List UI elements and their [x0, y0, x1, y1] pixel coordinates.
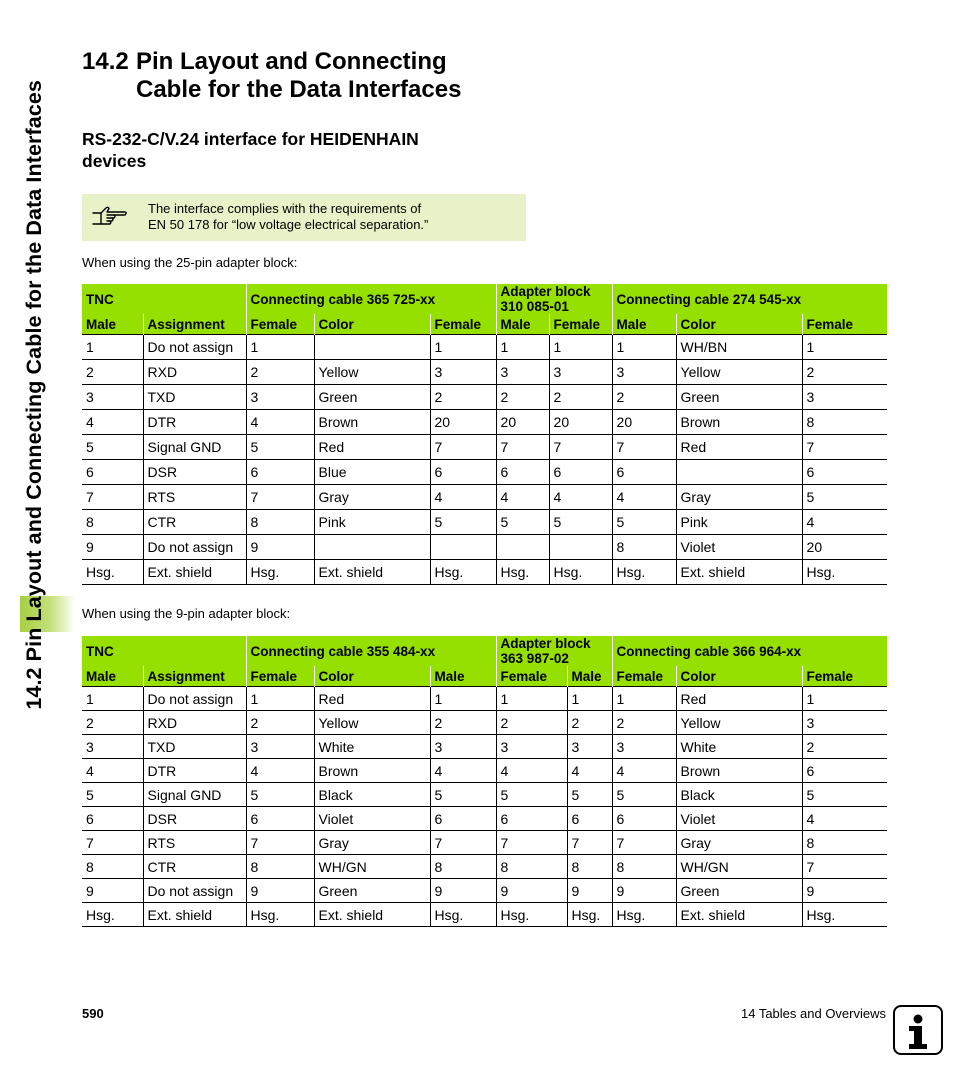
table-row — [82, 687, 887, 711]
table-cell: 5 — [430, 783, 496, 807]
table-cell: 6 — [496, 460, 549, 485]
table-cell: Hsg. — [430, 903, 496, 927]
table-row — [82, 360, 887, 385]
table-cell: RXD — [143, 360, 246, 385]
column-header: Female — [612, 666, 676, 687]
table-cell: WH/GN — [314, 855, 430, 879]
table-cell: 9 — [246, 879, 314, 903]
table-cell: 3 — [246, 735, 314, 759]
table-cell: 7 — [246, 485, 314, 510]
table-cell: 2 — [612, 385, 676, 410]
table-cell: Red — [314, 435, 430, 460]
table-cell: 1 — [82, 687, 143, 711]
table-cell: 9 — [802, 879, 887, 903]
table-cell: 7 — [82, 831, 143, 855]
table-cell: 7 — [496, 435, 549, 460]
table-cell: 20 — [549, 410, 612, 435]
table-cell: 7 — [612, 831, 676, 855]
table-cell: DTR — [143, 410, 246, 435]
table-cell — [676, 460, 802, 485]
table-cell: 4 — [802, 807, 887, 831]
column-header: Assignment — [143, 314, 246, 335]
table-cell: 2 — [430, 711, 496, 735]
table-row — [82, 435, 887, 460]
table-row — [82, 535, 887, 560]
table-cell: 1 — [802, 335, 887, 360]
table-cell: 6 — [612, 807, 676, 831]
table-cell: 8 — [496, 855, 567, 879]
table-cell: 6 — [496, 807, 567, 831]
table-cell: 7 — [82, 485, 143, 510]
table-cell: 1 — [496, 687, 567, 711]
table-cell: Hsg. — [246, 560, 314, 585]
table-cell: 9 — [246, 535, 314, 560]
column-header: Color — [314, 666, 430, 687]
group-cable-a: Connecting cable 365 725-xx — [246, 284, 496, 314]
table-cell: 2 — [82, 711, 143, 735]
table-row — [82, 711, 887, 735]
table-cell: Ext. shield — [314, 903, 430, 927]
group-cable-b: Connecting cable 366 964-xx — [612, 636, 887, 666]
table-row — [82, 855, 887, 879]
table-cell: 6 — [802, 460, 887, 485]
table-cell: Gray — [676, 831, 802, 855]
table-cell: 7 — [246, 831, 314, 855]
table-cell: 4 — [549, 485, 612, 510]
table-cell: Violet — [676, 807, 802, 831]
table-cell: Hsg. — [612, 560, 676, 585]
table-cell: Pink — [676, 510, 802, 535]
section-title-line1: Pin Layout and Connecting — [136, 48, 447, 75]
table-cell: 5 — [246, 435, 314, 460]
table-cell: 20 — [430, 410, 496, 435]
chapter-name: 14 Tables and Overviews — [740, 1006, 886, 1021]
table-cell: 6 — [430, 807, 496, 831]
side-chapter-title-text: 14.2 Pin Layout and Connecting Cable for the Data Interfaces — [21, 80, 46, 710]
table-cell: 7 — [496, 831, 567, 855]
table-row — [82, 485, 887, 510]
table-cell: 4 — [612, 759, 676, 783]
table-cell: 2 — [246, 360, 314, 385]
column-header: Assignment — [143, 666, 246, 687]
group-tnc: TNC — [82, 636, 246, 666]
table-cell: 6 — [567, 807, 612, 831]
column-header: Female — [802, 314, 887, 335]
table-cell: 3 — [430, 735, 496, 759]
table-cell: 8 — [567, 855, 612, 879]
table-cell: Gray — [314, 485, 430, 510]
table-cell: 8 — [246, 510, 314, 535]
table-cell: 9 — [430, 879, 496, 903]
table-cell: Gray — [676, 485, 802, 510]
table-cell: Ext. shield — [314, 560, 430, 585]
table-cell: TXD — [143, 385, 246, 410]
table-cell: 6 — [82, 807, 143, 831]
section-heading — [82, 48, 461, 104]
table-cell: 20 — [802, 535, 887, 560]
table-cell: Pink — [314, 510, 430, 535]
table-cell: 1 — [246, 687, 314, 711]
column-header: Female — [430, 314, 496, 335]
table-cell: 2 — [430, 385, 496, 410]
table-cell: 1 — [246, 335, 314, 360]
table-cell: Do not assign — [143, 687, 246, 711]
table-cell: 9 — [82, 535, 143, 560]
table-cell: Yellow — [314, 711, 430, 735]
table-cell: 1 — [549, 335, 612, 360]
table-cell: Hsg. — [82, 903, 143, 927]
table-row — [82, 410, 887, 435]
table-cell: Red — [676, 435, 802, 460]
table-cell: Hsg. — [496, 560, 549, 585]
group-adapter-block: Adapter block 363 987-02 — [496, 636, 612, 666]
table-cell: Green — [676, 879, 802, 903]
table-cell — [314, 335, 430, 360]
table-cell: 1 — [612, 687, 676, 711]
table-cell: 5 — [612, 783, 676, 807]
table-cell: 1 — [567, 687, 612, 711]
table-cell: 3 — [612, 360, 676, 385]
table-row — [82, 807, 887, 831]
table-cell: Brown — [676, 759, 802, 783]
group-adapter-block: Adapter block 310 085-01 — [496, 284, 612, 314]
table-cell: 4 — [430, 759, 496, 783]
group-tnc: TNC — [82, 284, 246, 314]
table-cell: 4 — [82, 410, 143, 435]
table-cell: 3 — [246, 385, 314, 410]
table-cell: 20 — [612, 410, 676, 435]
table-cell: 3 — [612, 735, 676, 759]
table-cell: Hsg. — [82, 560, 143, 585]
table-row — [82, 460, 887, 485]
table-cell: 8 — [802, 410, 887, 435]
table-cell: Brown — [314, 410, 430, 435]
table-cell: 1 — [802, 687, 887, 711]
table-cell: 6 — [82, 460, 143, 485]
table-cell: 1 — [430, 687, 496, 711]
table-cell: 7 — [612, 435, 676, 460]
table-row — [82, 385, 887, 410]
table1-body — [82, 335, 887, 585]
table-cell: Ext. shield — [676, 560, 802, 585]
note-line1: The interface complies with the requirements of — [148, 201, 422, 216]
table-cell: 5 — [612, 510, 676, 535]
table-cell: 3 — [802, 385, 887, 410]
table-cell: 6 — [802, 759, 887, 783]
table-row — [82, 903, 887, 927]
note-box — [82, 194, 526, 241]
table-cell — [549, 535, 612, 560]
table-cell: 3 — [567, 735, 612, 759]
table-cell: 1 — [82, 335, 143, 360]
table-cell: 5 — [567, 783, 612, 807]
table-cell: 4 — [496, 759, 567, 783]
table-row — [82, 783, 887, 807]
table-cell: Blue — [314, 460, 430, 485]
table-cell: 2 — [567, 711, 612, 735]
table-cell: 8 — [802, 831, 887, 855]
table2-caption: When using the 9-pin adapter block: — [82, 606, 291, 621]
table-cell: Hsg. — [567, 903, 612, 927]
pin-table-9pin — [82, 636, 887, 927]
table-cell: Brown — [676, 410, 802, 435]
column-header: Female — [246, 314, 314, 335]
page-number: 590 — [82, 1006, 104, 1021]
table-cell: 8 — [612, 535, 676, 560]
table-cell: 5 — [82, 435, 143, 460]
section-title-line2: Cable for the Data Interfaces — [136, 76, 462, 103]
table-cell: 4 — [246, 410, 314, 435]
table-cell: Brown — [314, 759, 430, 783]
table-cell: 5 — [496, 510, 549, 535]
column-header: Color — [314, 314, 430, 335]
table-cell: 9 — [612, 879, 676, 903]
column-header: Male — [82, 666, 143, 687]
column-header: Female — [802, 666, 887, 687]
table-cell: 7 — [549, 435, 612, 460]
table-cell — [496, 535, 549, 560]
table-cell: Green — [314, 879, 430, 903]
side-chapter-title — [14, 50, 54, 740]
table-cell — [314, 535, 430, 560]
table-cell: Ext. shield — [676, 903, 802, 927]
table-cell: 5 — [802, 485, 887, 510]
table-cell: White — [676, 735, 802, 759]
table-row — [82, 735, 887, 759]
table-cell: Signal GND — [143, 783, 246, 807]
note-line2: EN 50 178 for “low voltage electrical separation.” — [148, 217, 429, 232]
table-cell: Violet — [676, 535, 802, 560]
column-header: Female — [549, 314, 612, 335]
group-cable-b: Connecting cable 274 545-xx — [612, 284, 887, 314]
table-cell: Hsg. — [612, 903, 676, 927]
table-row — [82, 510, 887, 535]
column-header: Male — [612, 314, 676, 335]
table-row — [82, 560, 887, 585]
table-cell: 3 — [82, 385, 143, 410]
table-cell: 5 — [246, 783, 314, 807]
table-cell: Do not assign — [143, 335, 246, 360]
table-cell: 1 — [496, 335, 549, 360]
column-header: Color — [676, 314, 802, 335]
table-cell: Hsg. — [496, 903, 567, 927]
table-cell: 4 — [82, 759, 143, 783]
table-cell: 3 — [430, 360, 496, 385]
table-cell: DSR — [143, 460, 246, 485]
table-cell: 3 — [82, 735, 143, 759]
table-cell: Ext. shield — [143, 903, 246, 927]
table-cell: Ext. shield — [143, 560, 246, 585]
section-number: 14.2 — [82, 48, 129, 75]
table-cell: 9 — [82, 879, 143, 903]
table-cell: 8 — [246, 855, 314, 879]
table-cell: CTR — [143, 855, 246, 879]
table-cell: 6 — [246, 807, 314, 831]
table-cell: 2 — [549, 385, 612, 410]
table-cell: Green — [676, 385, 802, 410]
table-cell: Red — [314, 687, 430, 711]
column-header: Male — [82, 314, 143, 335]
table-cell: 9 — [496, 879, 567, 903]
table-cell: 8 — [430, 855, 496, 879]
table-cell: Black — [314, 783, 430, 807]
table-cell: Signal GND — [143, 435, 246, 460]
table2-body — [82, 687, 887, 927]
table-cell: DTR — [143, 759, 246, 783]
table-row — [82, 879, 887, 903]
table-cell: Yellow — [676, 711, 802, 735]
column-header: Male — [496, 314, 549, 335]
table-row — [82, 335, 887, 360]
table-cell: Red — [676, 687, 802, 711]
table-cell: 2 — [612, 711, 676, 735]
table-row — [82, 759, 887, 783]
table-cell: 7 — [430, 831, 496, 855]
table-cell: Black — [676, 783, 802, 807]
table-cell: 6 — [246, 460, 314, 485]
subsection-heading: RS-232-C/V.24 interface for HEIDENHAIN devices — [82, 129, 419, 171]
table-cell: Hsg. — [802, 560, 887, 585]
column-header: Female — [496, 666, 567, 687]
table-cell: CTR — [143, 510, 246, 535]
table-cell: 7 — [802, 435, 887, 460]
table-cell: 2 — [496, 711, 567, 735]
table-cell: 2 — [246, 711, 314, 735]
table-cell: 3 — [802, 711, 887, 735]
table-cell: 5 — [496, 783, 567, 807]
table-cell: 4 — [612, 485, 676, 510]
table-cell: 1 — [612, 335, 676, 360]
table-cell: Green — [314, 385, 430, 410]
table-cell: 8 — [82, 510, 143, 535]
table-cell: DSR — [143, 807, 246, 831]
pointing-hand-icon — [92, 204, 128, 235]
table-cell: 3 — [496, 735, 567, 759]
table-cell: 7 — [567, 831, 612, 855]
table-cell: 4 — [246, 759, 314, 783]
table-cell: RTS — [143, 485, 246, 510]
table-cell: 3 — [496, 360, 549, 385]
table-cell: RTS — [143, 831, 246, 855]
table-cell: RXD — [143, 711, 246, 735]
table-cell: 2 — [82, 360, 143, 385]
table-cell: 9 — [567, 879, 612, 903]
table-cell: 5 — [82, 783, 143, 807]
group-cable-a: Connecting cable 355 484-xx — [246, 636, 496, 666]
column-header: Female — [246, 666, 314, 687]
table-cell: 4 — [567, 759, 612, 783]
table-cell: TXD — [143, 735, 246, 759]
table-cell: WH/GN — [676, 855, 802, 879]
table-cell: Yellow — [314, 360, 430, 385]
table-cell — [430, 535, 496, 560]
table1-caption: When using the 25-pin adapter block: — [82, 255, 298, 270]
table-cell: 2 — [802, 360, 887, 385]
table-cell: Hsg. — [430, 560, 496, 585]
table-cell: 2 — [496, 385, 549, 410]
table-cell: 1 — [430, 335, 496, 360]
table-cell: Gray — [314, 831, 430, 855]
table-cell: Hsg. — [802, 903, 887, 927]
table-cell: 2 — [802, 735, 887, 759]
table-cell: 4 — [496, 485, 549, 510]
table-cell: 6 — [549, 460, 612, 485]
table-cell: 7 — [430, 435, 496, 460]
table-cell: 5 — [802, 783, 887, 807]
table-row — [82, 831, 887, 855]
table-cell: 8 — [82, 855, 143, 879]
pin-table-25pin — [82, 284, 887, 585]
table-cell: 4 — [802, 510, 887, 535]
column-header: Male — [430, 666, 496, 687]
table-cell: 6 — [430, 460, 496, 485]
table-cell: WH/BN — [676, 335, 802, 360]
table-cell: 5 — [430, 510, 496, 535]
table-cell: 6 — [612, 460, 676, 485]
table-cell: Yellow — [676, 360, 802, 385]
column-header: Color — [676, 666, 802, 687]
table-cell: 4 — [430, 485, 496, 510]
table-cell: Hsg. — [246, 903, 314, 927]
table-cell: Do not assign — [143, 879, 246, 903]
column-header: Male — [567, 666, 612, 687]
table-cell: 7 — [802, 855, 887, 879]
table-cell: 5 — [549, 510, 612, 535]
table-cell: 20 — [496, 410, 549, 435]
info-icon — [893, 1005, 943, 1055]
table-cell: Violet — [314, 807, 430, 831]
table-cell: 8 — [612, 855, 676, 879]
table-cell: White — [314, 735, 430, 759]
table-cell: 3 — [549, 360, 612, 385]
table-cell: Do not assign — [143, 535, 246, 560]
table-cell: Hsg. — [549, 560, 612, 585]
